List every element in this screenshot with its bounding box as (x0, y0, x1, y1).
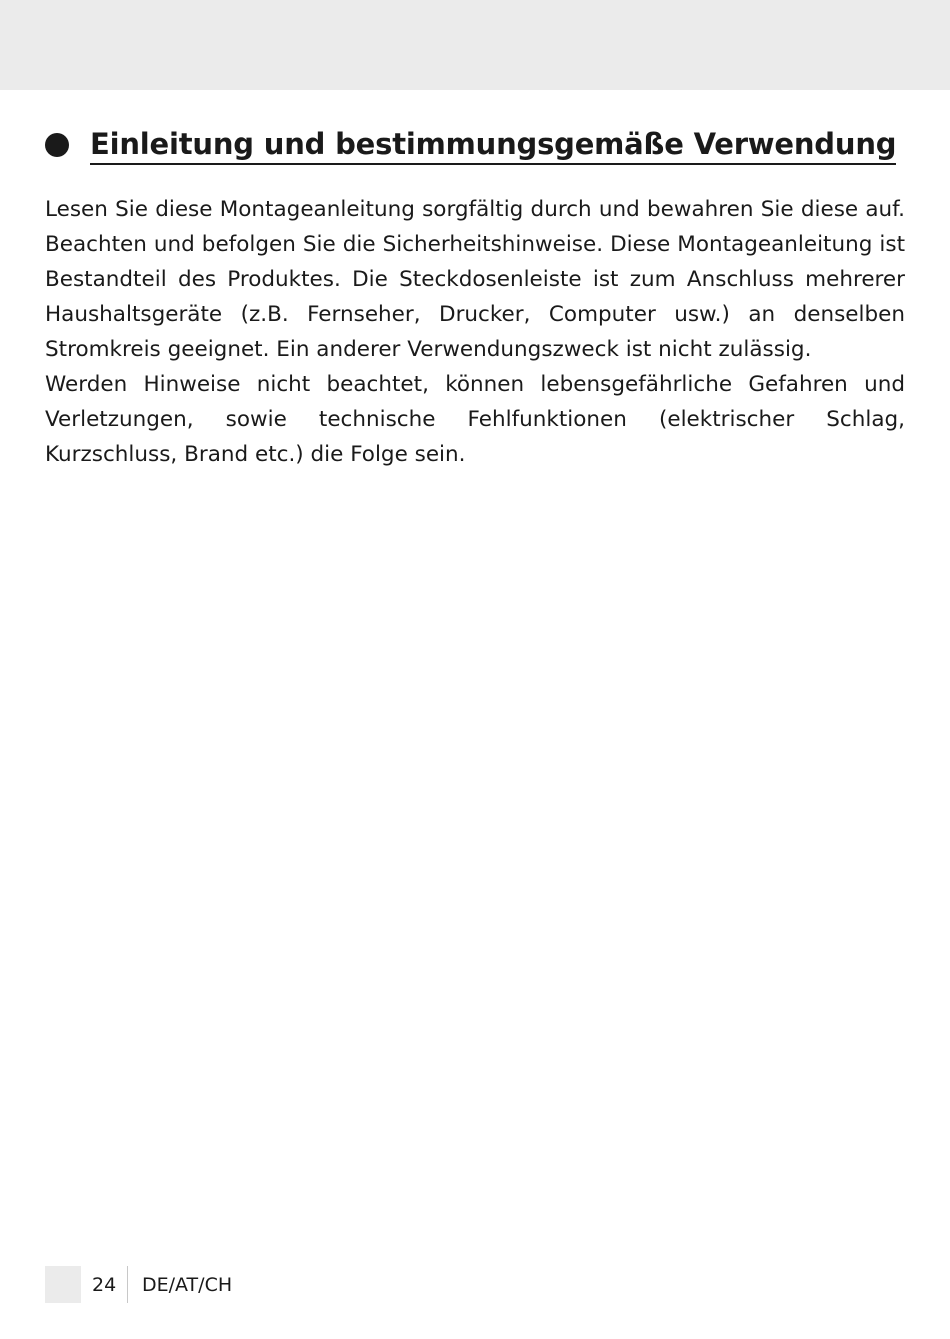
paragraph-intended-use: Lesen Sie diese Montageanleitung sorgfältig durch und bewahren Sie diese auf. Beachten und befolgen Sie die Sicherheitshinweise. Diese Montageanleitung ist Bestandteil des Produktes. Die Steckdosenleiste ist zum Anschluss mehrerer Haushaltsgeräte (z.B. Fernseher, Drucker, Computer usw.) an denselben Stromkreis geeignet. Ein anderer Verwendungszweck ist nicht zulässig. (45, 197, 905, 362)
footer-marker (45, 1266, 81, 1303)
footer-divider (127, 1266, 128, 1303)
page-number: 24 (92, 1274, 117, 1296)
bullet-icon (45, 133, 69, 157)
header-band (0, 0, 950, 90)
body-text (45, 192, 905, 472)
paragraph-warning: Werden Hinweise nicht beachtet, können lebensgefährliche Gefahren und Verletzungen, sowie technische Fehlfunktionen (elektrischer Schlag, Kurzschluss, Brand etc.) die Folge sein. (45, 372, 905, 467)
section-heading (45, 124, 905, 166)
region-code: DE/AT/CH (142, 1274, 233, 1296)
section-title: Einleitung und bestimmungsgemäße Verwendung (90, 126, 896, 165)
